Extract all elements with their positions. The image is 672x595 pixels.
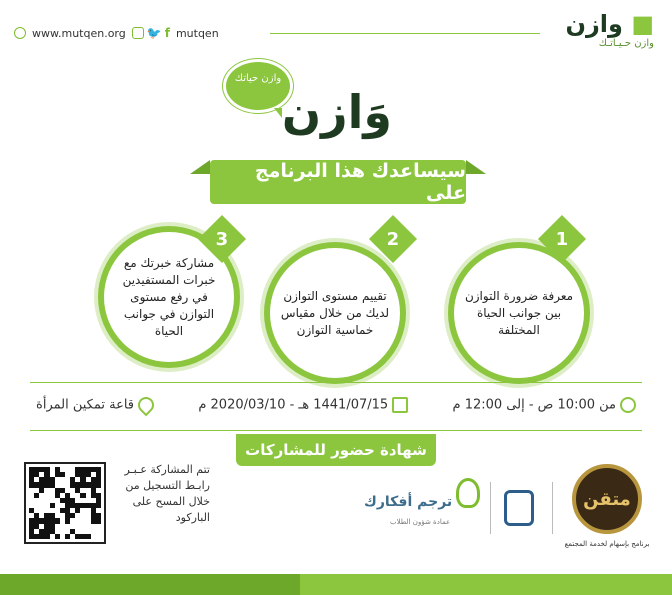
speech-bubble: وازن حياتك [226, 62, 290, 110]
banner-fold-left [190, 160, 210, 174]
registration-text: تتم المشاركة عـبـر رابـط التسجيل من خلال المسح على الباركود [124, 463, 210, 524]
contact-bar [14, 26, 219, 40]
event-date: 1441/07/15 هـ - 2020/03/10 م [198, 397, 408, 413]
benefit-number-1: 1 [538, 215, 586, 263]
benefit-text: تقييم مستوى التوازن لديك من خلال مقياس خماسية التوازن [280, 288, 390, 337]
qr-code[interactable] [24, 462, 106, 544]
benefit-number-2: 2 [369, 215, 417, 263]
location-pin-icon [135, 394, 158, 417]
instagram-icon[interactable] [132, 27, 144, 39]
university-logo-icon [504, 490, 534, 526]
tarjem-logo-text: ترجم أفكارك [364, 494, 453, 510]
benefit-text: مشاركة خبرتك مع خبرات المستفيدين في رفع مستوى التوازن في جوانب الحياة [122, 255, 216, 338]
twitter-icon[interactable]: 🐦 [146, 26, 162, 40]
mutqen-emblem: متقن [572, 464, 642, 534]
qr-grid [29, 467, 101, 539]
banner-fold-right [466, 160, 486, 174]
benefit-number-3: 3 [198, 215, 246, 263]
event-time: من 10:00 ص - إلى 12:00 م [453, 397, 636, 413]
globe-icon [14, 27, 26, 39]
social-icons [132, 26, 170, 40]
info-divider-bottom [30, 430, 642, 431]
mutqen-subtitle: برنامج بإسهام لخدمة المجتمع [564, 540, 650, 548]
lightbulb-icon [456, 478, 480, 508]
main-logo: وَازن [281, 85, 392, 139]
event-location: قاعة تمكين المرأة [36, 397, 154, 413]
benefit-text: معرفة ضرورة التوازن بين جوانب الحياة المختلفة [464, 288, 574, 337]
tarjem-subtitle: عمادة شؤون الطلاب [390, 518, 451, 526]
certificate-banner: شهادة حضور للمشاركات [236, 434, 436, 466]
brand-logo [566, 10, 655, 49]
brand-name: وازن [565, 10, 623, 38]
benefit-circle-2 [270, 248, 400, 378]
footer-bar-accent [0, 574, 300, 595]
partner-divider [552, 482, 553, 534]
clock-icon [620, 397, 636, 413]
calendar-icon [392, 397, 408, 413]
benefit-circle-1 [454, 248, 584, 378]
brand-tagline: وازن حـيـاتـك [598, 38, 654, 49]
facebook-icon[interactable]: f [164, 26, 170, 40]
social-handle: mutqen [175, 26, 219, 40]
brand-mark-icon: ■ [631, 10, 654, 38]
info-divider-top [30, 382, 642, 383]
event-info [36, 397, 636, 413]
partner-divider [490, 482, 491, 534]
program-banner: سيساعدك هذا البرنامج على [210, 160, 466, 204]
website-link[interactable]: www.mutqen.org [32, 26, 126, 40]
header-divider [270, 33, 540, 34]
